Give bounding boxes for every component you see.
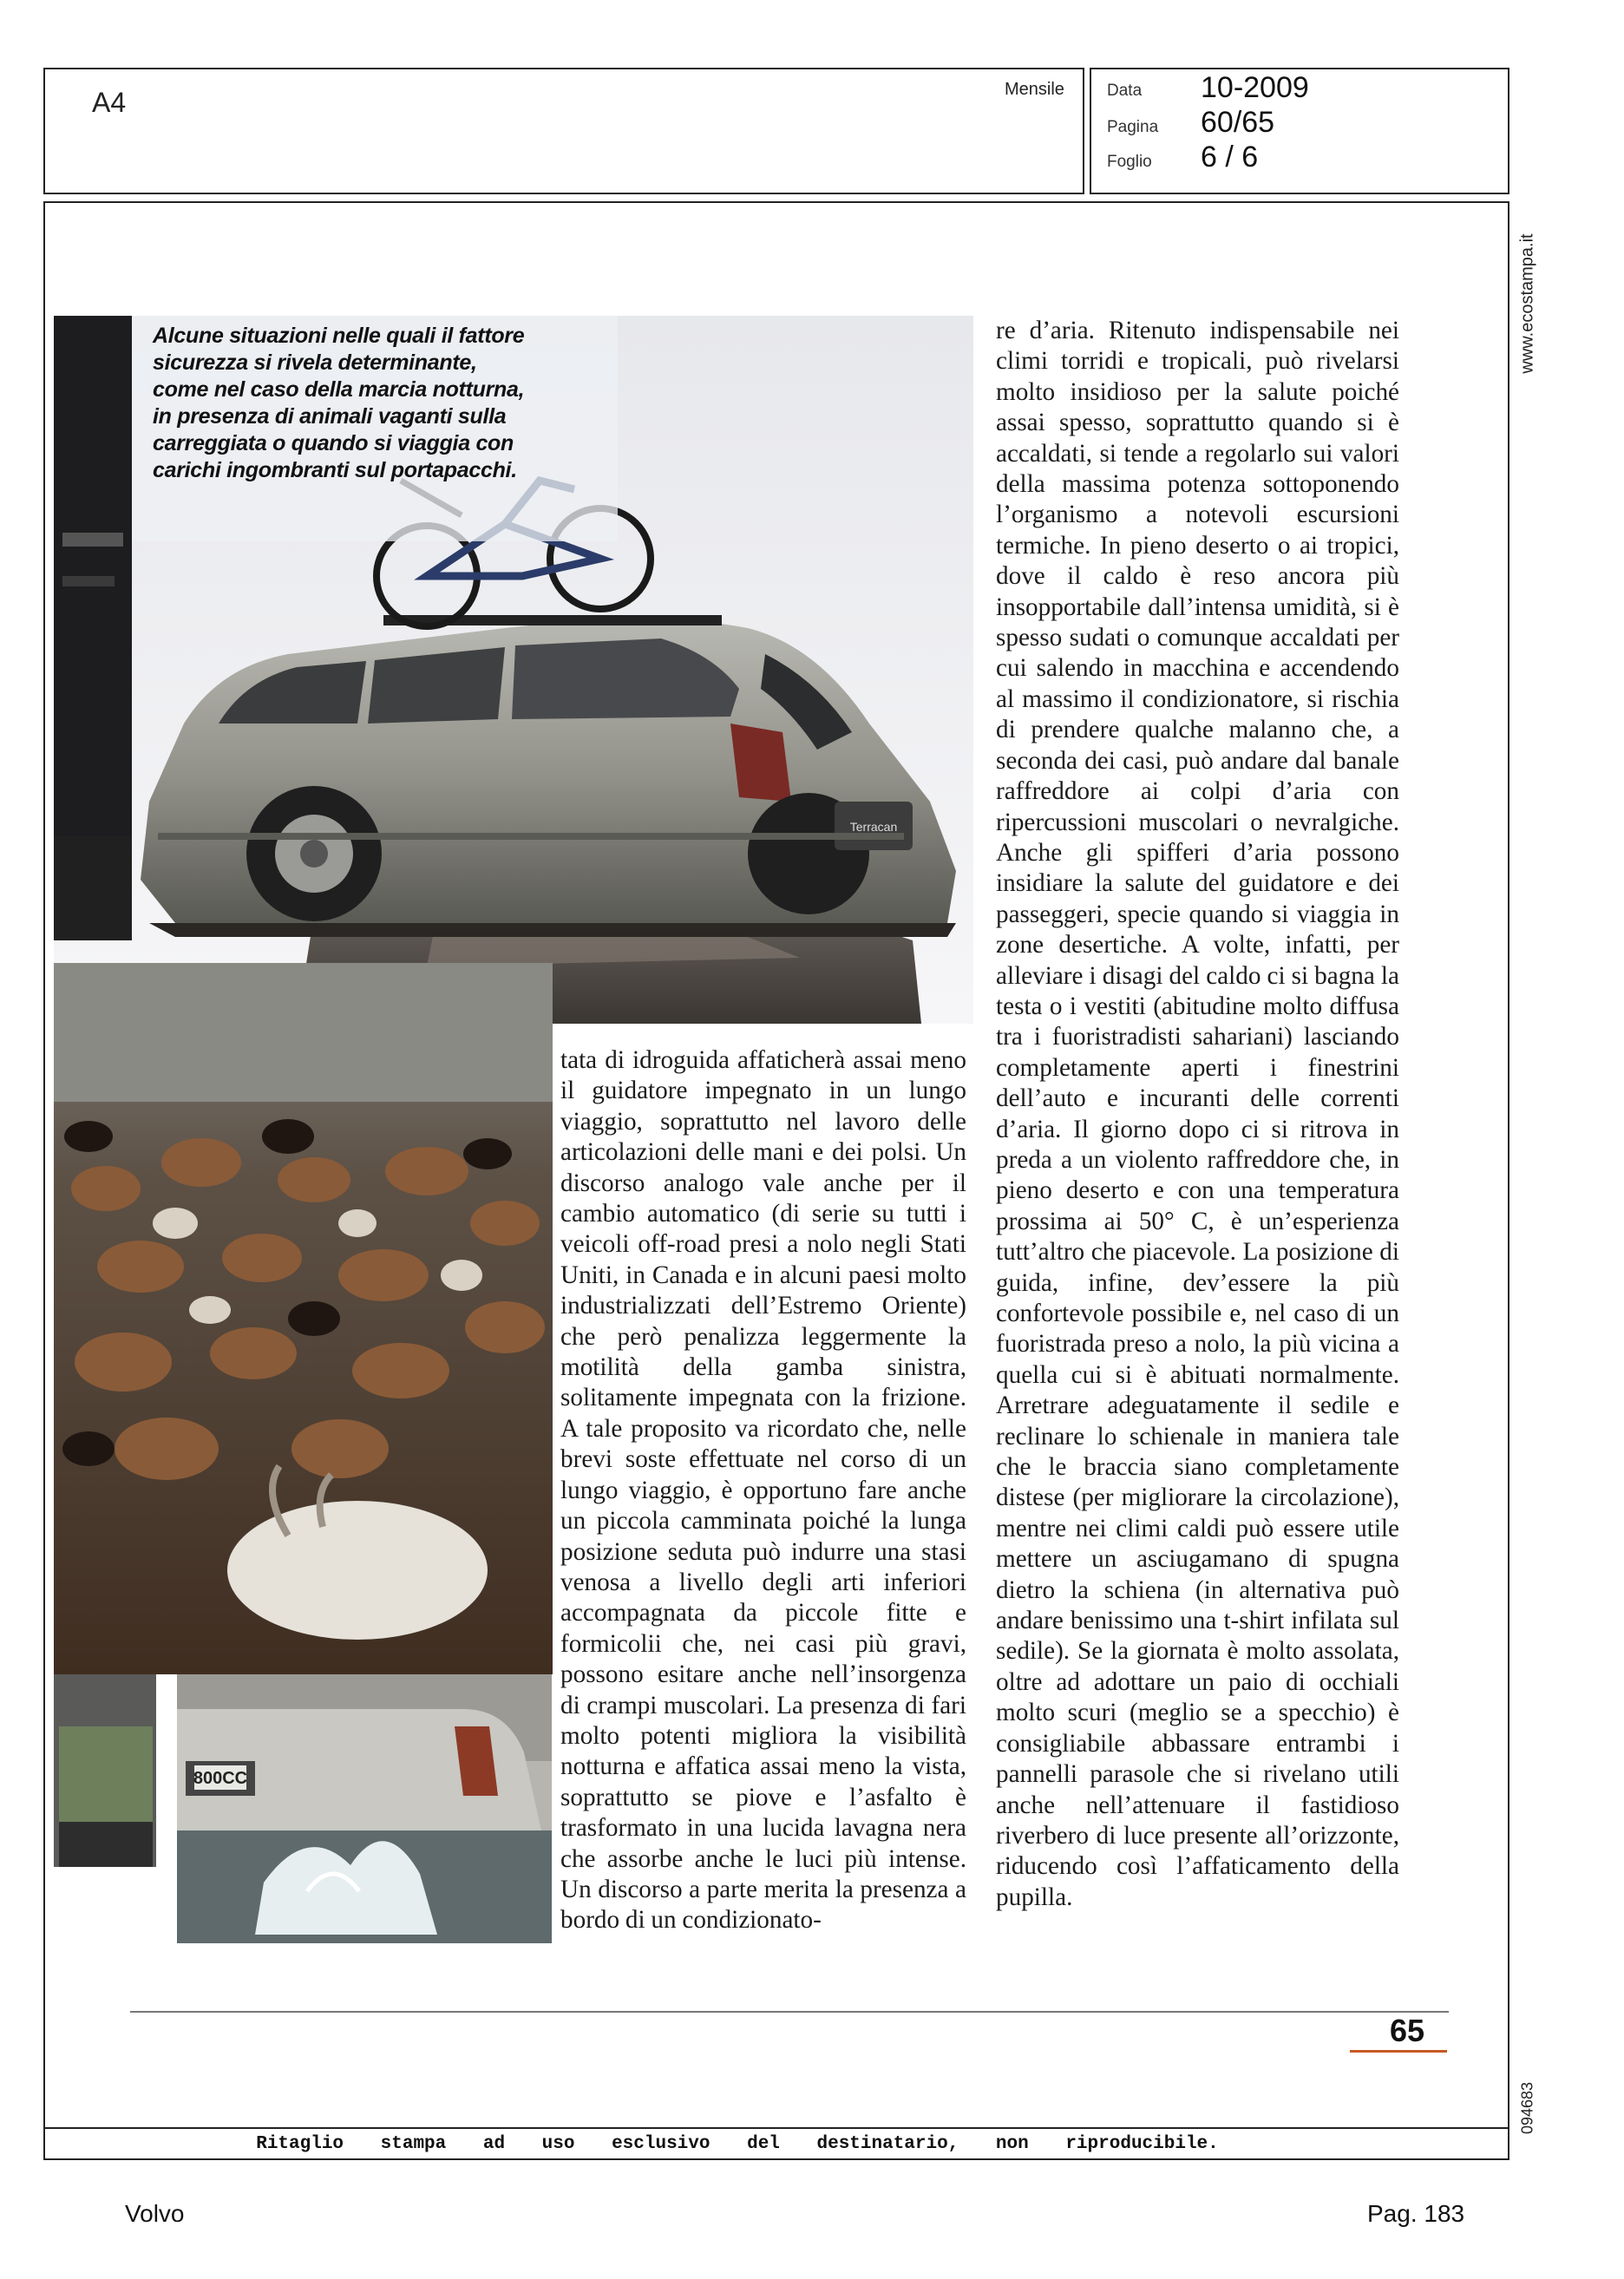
header-box	[43, 68, 1084, 194]
document-page: Pag. 183	[1367, 2200, 1465, 2227]
page-value: 60/65	[1201, 106, 1275, 139]
page-label: Pagina	[1107, 118, 1159, 136]
article-column-1: tata di idroguida affaticherà assai meno il guidatore impegnato in un lungo viaggio, soprattutto nel lavoro delle articolazioni delle mani e dei polsi. Un discorso analogo vale anche per il cambio automatico (di serie su tutti i veicoli off-road presi a nolo negli Stati Uniti, in Canada e in alcuni paesi molto industrializzati dell’Estremo Oriente) che però penalizza leggermente la motilità della gamba sinistra, solitamente impegnata con la frizione. A tale proposito va ricordato che, nelle brevi soste effettuate nel corso di un lungo viaggio, è opportuno fare anche un piccola camminata poiché la lunga posizione seduta può indurre una stasi venosa a livello degli arti inferiori accompagnata da piccole fitte e formicolii che, nei casi più gravi, possono esitare anche nell’insorgenza di crampi muscolari. La presenza di fari molto potenti migliora la visibilità notturna e affatica assai meno la vista, soprattutto se piove e l’asfalto è trasformato in una lucida lavagna nera che assorbe anche le luci più intense. Un discorso a parte merita la presenza a bordo di un condizionato-	[560, 1046, 966, 1935]
date-value: 10-2009	[1201, 71, 1309, 104]
article-column-2: re d’aria. Ritenuto indispensabile nei climi torridi e tropicali, può rivelarsi molto insidioso per la salute poiché assai spesso, soprattutto quando si è accaldati, si tende a regolarlo sui valori della massima potenza sottoponendo l’organismo a notevoli escursioni termiche. In pieno deserto o ai tropici, dove il caldo è reso ancora più insopportabile dall’intensa umidità, si è spesso sudati o comunque accaldati per cui salendo in macchina e accendendo al massimo il condizionatore, si rischia di prendere qualche malanno che, a seconda dei casi, può andare dal banale raffreddore ai colpi d’aria con ripercussioni muscolari o nevralgiche. Anche gli spifferi d’aria possono insidiare la salute del guidatore e dei passeggeri, specie quando si viaggia in zone desertiche. A volte, infatti, per alleviare i disagi del caldo ci si bagna la testa o i vestiti (abitudine molto diffusa tra i fuoristradisti sahariani) lasciando completamente aperti i finestrini dell’auto e incuranti delle correnti d’aria. Il giorno dopo ci si ritrova in preda a un violento raffreddore che, in pieno deserto e con una temperatura prossima ai 50° C, è un’esperienza tutt’altro che piacevole. La posizione di guida, infine, dev’essere la più confortevole possibile e, nel caso di un fuoristrada preso a nolo, la più vicina a quella cui si è abituati normalmente. Arretrare adeguatamente il sedile e reclinare lo schienale in maniera tale che le braccia siano completamente distese (per migliorare la circolazione), mentre nei climi caldi può essere utile mettere un asciugamano di spugna dietro la schiena (in alternativa può andare benissimo una t-shirt infilata sul sedile). Se la giornata è molto assolata, oltre ad adottare un paio di occhiali molto scuri (meglio se a specchio) è consigliabile abbassare entrambi i pannelli parasole che si rivelano utili anche nell’attenuare il fastidioso riverbero di luce presente all’orizzonte, riducendo così l’affaticamento della pupilla.	[996, 317, 1399, 1911]
side-url	[1515, 217, 1541, 390]
side-url-text: www.ecostampa.it	[1517, 233, 1537, 374]
photo-car-water	[177, 1674, 552, 1943]
date-label: Data	[1107, 82, 1143, 100]
page-number: 65	[1390, 2013, 1425, 2048]
sheet-label: Foglio	[1107, 153, 1152, 171]
tail-badge: Terracan	[849, 820, 898, 834]
footer-rule	[130, 2011, 1449, 2013]
client-name: Volvo	[125, 2200, 185, 2227]
photo-inset-left	[54, 1674, 156, 1867]
publication-code: A4	[92, 87, 127, 118]
disclaimer-text: Ritaglio stampa ad uso esclusivo del destinatario, non riproducibile.	[256, 2134, 1219, 2154]
frequency-label: Mensile	[1005, 80, 1064, 99]
photo-goats	[54, 963, 553, 1674]
sheet-value: 6 / 6	[1201, 141, 1259, 174]
page-number-accent	[1350, 2050, 1447, 2053]
plate-text: 800CC	[193, 1769, 248, 1788]
side-code	[1515, 2065, 1541, 2151]
photo-caption: Alcune situazioni nelle quali il fattore sicurezza si rivela determinante, come nel caso della marcia notturna, in presenza di animali vaganti sulla carreggiata o quando si viaggia con carichi ingombranti sul portapacchi.	[153, 324, 525, 482]
side-code-text: 094683	[1518, 2081, 1536, 2135]
